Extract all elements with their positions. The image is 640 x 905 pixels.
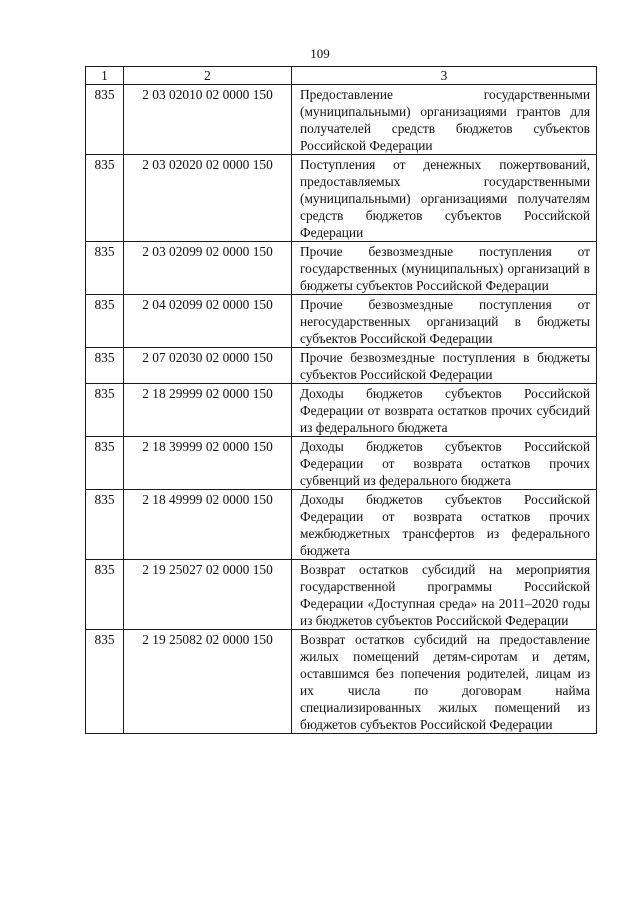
revenue-code-cell: 2 03 02099 02 0000 150: [124, 242, 292, 295]
admin-code-cell: 835: [86, 384, 124, 437]
table-row: [86, 437, 597, 490]
admin-code-cell: 835: [86, 85, 124, 155]
admin-code-cell: 835: [86, 630, 124, 734]
admin-code-cell: 835: [86, 490, 124, 560]
admin-code-cell: 835: [86, 242, 124, 295]
admin-code-cell: 835: [86, 295, 124, 348]
revenue-name-cell: Доходы бюджетов субъектов Российской Федерации от возврата остатков прочих межбюджетных трансфертов из федерального бюджета: [292, 490, 597, 560]
table-row: [86, 85, 597, 155]
table-row: [86, 155, 597, 242]
revenue-name-cell: Доходы бюджетов субъектов Российской Федерации от возврата остатков прочих субвенций из федерального бюджета: [292, 437, 597, 490]
revenue-name-cell: Поступления от денежных пожертвований, предоставляемых государственными (муниципальными) организациями получателям средств бюджетов субъектов Российской Федерации: [292, 155, 597, 242]
budget-revenue-table: [85, 66, 597, 734]
table-row: [86, 630, 597, 734]
admin-code-cell: 835: [86, 437, 124, 490]
revenue-code-cell: 2 18 49999 02 0000 150: [124, 490, 292, 560]
admin-code-cell: 835: [86, 560, 124, 630]
column-header-1: 1: [86, 67, 124, 85]
admin-code-cell: 835: [86, 348, 124, 384]
revenue-code-cell: 2 18 39999 02 0000 150: [124, 437, 292, 490]
table-row: [86, 348, 597, 384]
column-header-3: 3: [292, 67, 597, 85]
admin-code-cell: 835: [86, 155, 124, 242]
revenue-code-cell: 2 04 02099 02 0000 150: [124, 295, 292, 348]
revenue-name-cell: Возврат остатков субсидий на предоставление жилых помещений детям-сиротам и детям, оставшимся без попечения родителей, лицам из их числа по договорам найма специализированных жилых помещений из бюджетов субъектов Российской Федерации: [292, 630, 597, 734]
table-row: [86, 295, 597, 348]
table-row: [86, 242, 597, 295]
revenue-name-cell: Предоставление государственными (муниципальными) организациями грантов для получателей средств бюджетов субъектов Российской Федерации: [292, 85, 597, 155]
page-number: 109: [310, 46, 330, 61]
table-header-row: [86, 67, 597, 85]
table-row: [86, 560, 597, 630]
revenue-code-cell: 2 18 29999 02 0000 150: [124, 384, 292, 437]
revenue-name-cell: Возврат остатков субсидий на мероприятия государственной программы Российской Федерации «Доступная среда» на 2011–2020 годы из бюджетов субъектов Российской Федерации: [292, 560, 597, 630]
revenue-code-cell: 2 19 25027 02 0000 150: [124, 560, 292, 630]
revenue-code-cell: 2 03 02010 02 0000 150: [124, 85, 292, 155]
revenue-name-cell: Доходы бюджетов субъектов Российской Федерации от возврата остатков прочих субсидий из федерального бюджета: [292, 384, 597, 437]
revenue-name-cell: Прочие безвозмездные поступления в бюджеты субъектов Российской Федерации: [292, 348, 597, 384]
table-row: [86, 490, 597, 560]
column-header-2: 2: [124, 67, 292, 85]
table-row: [86, 384, 597, 437]
revenue-code-cell: 2 07 02030 02 0000 150: [124, 348, 292, 384]
revenue-name-cell: Прочие безвозмездные поступления от негосударственных организаций в бюджеты субъектов Российской Федерации: [292, 295, 597, 348]
revenue-name-cell: Прочие безвозмездные поступления от государственных (муниципальных) организаций в бюджеты субъектов Российской Федерации: [292, 242, 597, 295]
revenue-code-cell: 2 19 25082 02 0000 150: [124, 630, 292, 734]
revenue-code-cell: 2 03 02020 02 0000 150: [124, 155, 292, 242]
